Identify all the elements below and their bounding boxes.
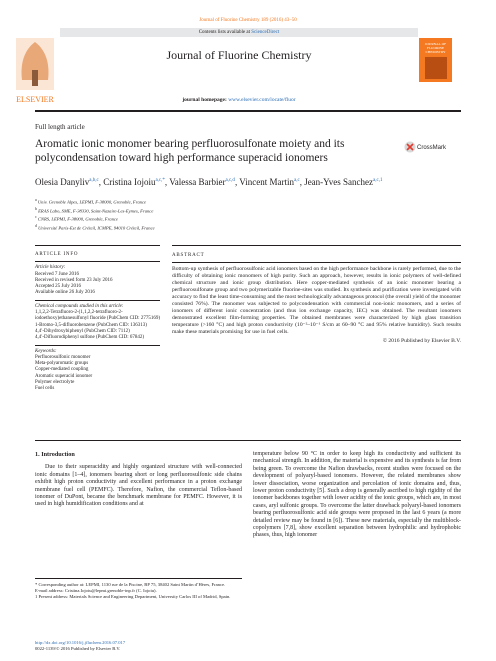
doi-link[interactable]: http://dx.doi.org/10.1016/j.jfluchem.2016.07.017 [35, 640, 126, 645]
article-title: Aromatic ionic monomer bearing perfluorosulfonate moiety and its polycondensation toward high performance superacid ionomers [35, 138, 345, 164]
crossmark-label: CrossMark [417, 145, 447, 151]
footnote: E-mail address: Cristina.Iojoiu@lepmi.grenoble-inp.fr (C. Iojoiu). [35, 588, 157, 593]
history-item: Received 7 June 2016 [35, 271, 80, 277]
journal-homepage [60, 97, 418, 103]
abstract [172, 252, 461, 345]
footnotes [35, 578, 242, 600]
keyword: Perfluorosulfonic monomer [35, 354, 91, 360]
journal-reference[interactable]: Journal of Fluorine Chemistry 189 (2016) 43–50 [199, 18, 297, 23]
affiliation: $^b$ ERAS Labo, SME, F-38330, Saint-Nazaire-Les-Eymes, France [35, 206, 154, 214]
author[interactable]: Valessa Barbier$^{a,c,d}$ [169, 177, 235, 187]
author[interactable]: Cristina Iojoiu$^{a,c,*}$ [103, 177, 165, 187]
article-info [35, 252, 160, 393]
header-rule [35, 110, 461, 112]
contents-banner [60, 28, 418, 37]
intro-paragraph: Due to their superacidity and highly organized structure with well-connected ionic domains [1–4], ionomers bearing short or long perfluorosulfonic side chains exhibit high proton conductivity and excellent performance in a proton exchange membrane fuel cell (PEMFC). Therefore, Nafion, the commercial Teflon-based ionomer of DuPont, became the benchmark membrane for PEMFC. However, it is used in high humidification conditions and at [35, 464, 242, 508]
keyword: Copper-mediated coupling [35, 367, 89, 373]
footnote: 1 Present address: Materials Science and Engineering Department, University Carlos III of Madrid, Spain. [35, 594, 231, 599]
keyword: Fuel cells [35, 386, 55, 392]
chem-item: 4,4′-Difluorodiphenyl sulfone (PubChem CID: 67842) [35, 335, 144, 341]
keyword: Aromatic superacid ionomer [35, 373, 93, 379]
abstract-heading: ABSTRACT [172, 253, 205, 258]
chem-item: 4,4′-Dihydroxybiphenyl (PubChem CID: 7112) [35, 328, 130, 334]
intro-paragraph-continued: temperature below 90 °C in order to keep high its conductivity and sufficient its mechanical strength. In addition, the material is expensive and its synthesis is far from being green. To overcome the Nafion drawbacks, recent studies were focused on the development of polyaryl-based ionomers. However, the related membranes show lower dissociation, worse organization and percolation of ionic domains and, thus, lower proton conductivity [5]. Such a drop is generally ascribed to high rigidity of the ionomer backbones together with lower acidity of the ionic groups, which are, in most cases, aryl sulfonic groups. To overcome the latter drawback polyaryl-based ionomers bearing perfluorosulfonic acid side groups were proposed in the last 6 years (a more detailed review may be found in [6]). These new materials, especially the multiblock-copolymers [7,8], show excellent separation between hydrophilic and hydrophobic phases, thus, high ionomer [253, 451, 461, 539]
intro-right-column [253, 451, 461, 540]
intro-left-column [35, 451, 242, 509]
abstract-rule [172, 245, 461, 246]
crossmark-button[interactable] [404, 140, 464, 156]
sciencedirect-link[interactable]: ScienceDirect [251, 30, 280, 35]
chem-item: 1,1,2,2-Tetrafluoro-2-(1,1,2,2-tetrafluoro-2-iodoethoxy)ethanesulfonyl fluoride (PubChem CID: 2775169) [35, 310, 160, 322]
intro-heading: 1. Introduction [35, 451, 75, 458]
elsevier-logo-text: ELSEVIER [16, 95, 54, 104]
article-type: Full length article [35, 123, 85, 131]
abstract-copyright: © 2016 Published by Elsevier B.V. [382, 338, 461, 344]
author-list: Olesia Danyliv$^{a,b,c}$, Cristina Iojoiu$^{a,c,*}$, Valessa Barbier$^{a,c,d}$, Vincent Martin$^{a,c}$, Jean-Yves Sanchez$^{a,c,1}$ [35, 177, 383, 187]
article-info-heading: ARTICLE INFO [35, 252, 79, 257]
history-label: Article history: [35, 265, 66, 271]
body-rule [35, 440, 461, 441]
homepage-label: journal homepage: [182, 97, 227, 103]
journal-title: Journal of Fluorine Chemistry [166, 48, 312, 62]
history-item: Available online 26 July 2016 [35, 290, 95, 296]
keyword: Meta-polyaromatic groups [35, 361, 89, 367]
cover-image [425, 57, 447, 79]
cover-title: JOURNAL OF FLUORINE CHEMISTRY [424, 42, 447, 54]
issn-line: 0022-1139/© 2016 Published by Elsevier B.V. [35, 646, 121, 651]
author[interactable]: Olesia Danyliv$^{a,b,c}$ [35, 177, 99, 187]
chem-label: Chemical compounds studied in this article: [35, 303, 124, 309]
journal-header [60, 28, 418, 108]
keywords-label: Keywords: [35, 348, 57, 354]
homepage-link[interactable]: www.elsevier.com/locate/fluor [228, 97, 296, 103]
history-item: Received in revised form 23 July 2016 [35, 277, 113, 283]
elsevier-logo [10, 30, 60, 108]
banner-prefix: Contents lists available at [198, 30, 252, 35]
footnote: * Corresponding author at: LEPMI, 1130 rue de la Piscine, BP 75, 38402 Saint Martin d’Hères, France. [35, 582, 226, 587]
abstract-text: Bottom-up synthesis of perfluorosulfonic acid ionomers based on the high performance backbone is rarely performed, due to the difficulty of obtaining ionic monomers of high purity. Such an approach, however, results in ionic polymers of well-defined chemical structure and ionic group distribution. Here copper-mediated synthesis of an ionic monomer bearing a perfluorosulfonate group and two polymerizable fluorine-sites was studied. Its synthesis and purification were investigated with accuracy to find the least time-consuming and the most technologically advantageous protocol (the overall yield of the monomer consisted 76%). The monomer was subjected to polycondensation with commercial non-ionic monomers, and a series of ionomers of different ionic concentration (and thus ion exchange capacity, IEC) was obtained. The resultant ionomers demonstrated excellent film-forming properties. The obtained membranes were characterized by high glass transition temperature (>160 °C) and high proton conductivity (10⁻²–10⁻¹ S/cm at 60–90 °C and 95% relative humidity). Such results make these materials promising for use in fuel cells. [172, 266, 461, 335]
affiliations [35, 197, 335, 232]
history-item: Accepted 25 July 2016 [35, 284, 81, 290]
page-footer [35, 640, 125, 652]
affiliation: $^d$ Université Paris-Est de Créteil, ICMPE, 94010 Créteil, France [35, 224, 155, 231]
chem-item: 1-Bromo-3,5-difluorobenzene (PubChem CID: 136313) [35, 322, 147, 328]
crossmark-icon [404, 140, 416, 154]
keyword: Polymer electrolyte [35, 380, 75, 386]
affiliation: $^c$ CNRS, LEPMI, F-38000, Grenoble, France [35, 215, 119, 222]
info-rule [35, 245, 160, 246]
affiliation: $^a$ Univ. Grenoble Alpes, LEPMI, F-38000, Grenoble, France [35, 198, 147, 205]
journal-cover[interactable] [419, 38, 452, 82]
author[interactable]: Vincent Martin$^{a,c}$ [239, 177, 300, 187]
author[interactable]: Jean-Yves Sanchez$^{a,c,1}$ [304, 177, 383, 187]
